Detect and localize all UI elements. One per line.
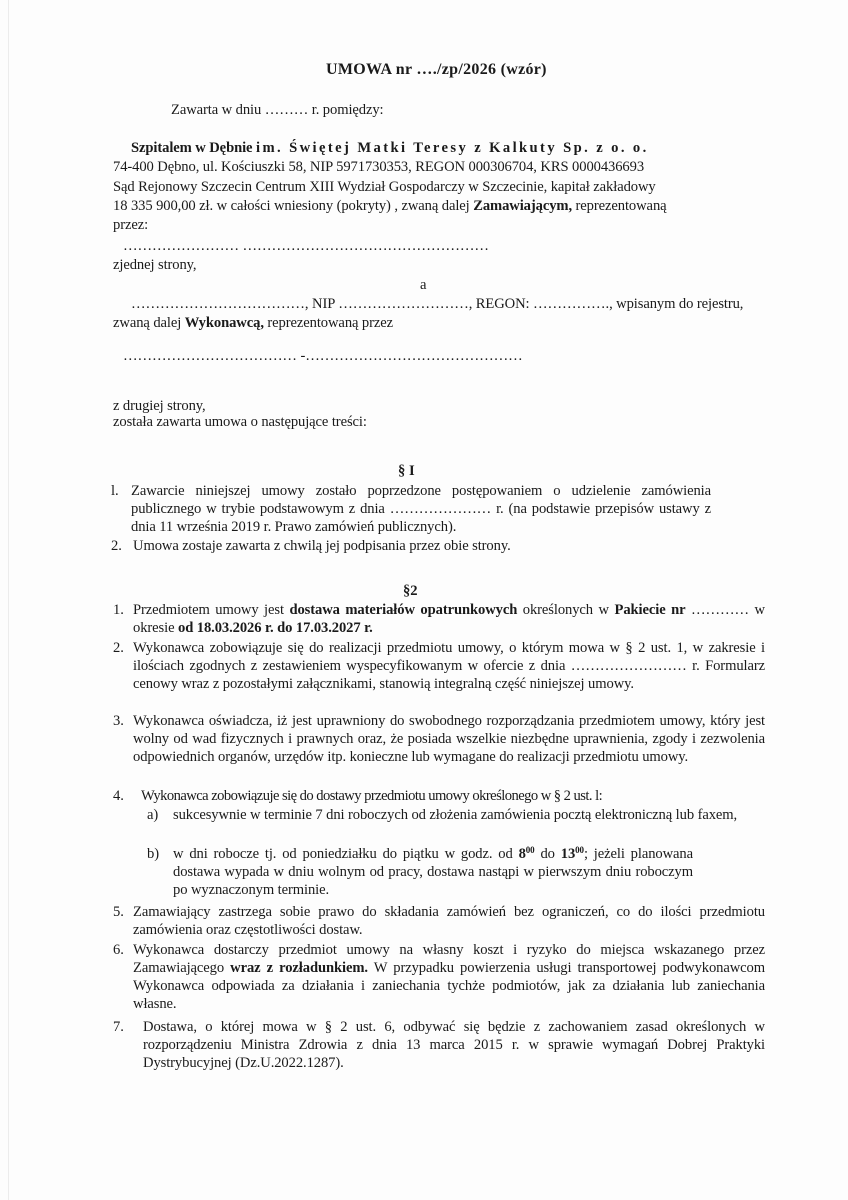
party1-name-a: Szpitalem w Dębnie <box>131 140 256 156</box>
item-text: określonych w <box>517 602 615 618</box>
party1-name <box>131 139 649 157</box>
section-1-item-1 <box>131 482 711 536</box>
list-number: 3. <box>113 713 124 729</box>
section-2-item-5: Zamawiający zastrzega sobie prawo do składania zamówień bez ograniczeń, co do ilości przedmiotu zamówienia oraz częstotliwości dostaw. <box>133 904 765 938</box>
section-2-item-4: Wykonawca zobowiązuje się do dostawy przedmiotu umowy określonego w § 2 ust. l: <box>141 788 603 804</box>
item-text: Przedmiotem umowy jest <box>133 602 290 618</box>
page-edge <box>8 0 9 1200</box>
party1-representative-blank: …………………… …………………………………………… <box>123 238 489 254</box>
list-number: 1. <box>113 602 124 618</box>
party2-role-prefix: zwaną dalej <box>113 315 185 331</box>
party2-representative-blank: ……………………………… -……………………………………… <box>123 348 523 364</box>
section-2-item-2: Wykonawca zobowiązuje się do realizacji przedmiotu umowy, o którym mowa w § 2 ust. 1, w zakresie i ilościach zgodnych z zestawieniem wyspecyfikowanym w ofercie z dnia …………………… r. Formularz cenowy wraz z pozostałymi załącznikami, stanowią integralną część niniejszej umowy. <box>133 640 765 692</box>
party1-closing: zjednej strony, <box>113 257 197 273</box>
party1-role: Zamawiającym, <box>473 198 572 214</box>
party1-name-b: im. Świętej Matki Teresy z Kalkuty Sp. z o. o. <box>255 140 649 156</box>
contract-period: od 18.03.2026 r. do 17.03.2027 r. <box>178 620 373 636</box>
section-2-heading: §2 <box>403 583 418 599</box>
section-2-item-4b <box>173 845 693 899</box>
preamble-end: została zawarta umowa o następujące treści: <box>113 414 367 430</box>
party1-represented: reprezentowaną <box>572 198 667 214</box>
section-2-item-1 <box>133 601 765 637</box>
list-letter: a) <box>147 807 159 823</box>
section-1-heading: § I <box>398 463 415 479</box>
party1-court: Sąd Rejonowy Szczecin Centrum XIII Wydział Gospodarczy w Szczecinie, kapitał zakładowy <box>113 179 656 195</box>
item-text: w dni robocze tj. od poniedziałku do piątku w godz. od <box>173 846 519 862</box>
list-number: 2. <box>111 538 122 554</box>
document-title: UMOWA nr …./zp/2026 (wzór) <box>326 61 547 78</box>
list-number: 5. <box>113 904 124 920</box>
section-2-item-4a: sukcesywnie w terminie 7 dni roboczych od złożenia zamówienia pocztą elektroniczną lub faxem, <box>173 807 738 823</box>
hour-from-minutes: 00 <box>525 845 535 855</box>
party2-closing: z drugiej strony, <box>113 398 206 414</box>
conjunction: a <box>420 277 427 293</box>
hour-from-value: 8 <box>518 846 526 862</box>
party2-represented: reprezentowaną przez <box>263 315 394 331</box>
item-text: ; jeżeli planowana dostawa wypada w dniu wolnym od pracy, dostawa nastąpi w pierwszym dniu roboczym po wyznaczonym terminie. <box>173 846 693 898</box>
package-label: Pakiecie nr <box>614 602 686 618</box>
subject-of-contract: dostawa materiałów opatrunkowych <box>289 602 518 618</box>
item-text: W przypadku powierzenia usługi transportowej podwykonawcom Wykonawca odpowiada za działania i zaniechania tychże podmiotów, jak za działania lub zaniechania własne. <box>133 960 765 1012</box>
hour-to <box>561 846 584 862</box>
list-number: 6. <box>113 942 124 958</box>
list-number: 4. <box>113 788 124 804</box>
party1-address: 74-400 Dębno, ul. Kościuszki 58, NIP 5971730353, REGON 000306704, KRS 0000436693 <box>113 159 645 175</box>
hour-to-value: 13 <box>560 846 576 862</box>
party1-by: przez: <box>113 217 149 233</box>
item-text: Zawarcie niniejszej umowy zostało poprzedzone postępowaniem o udzielenie zamówienia publicznego w trybie podstawowym z dnia ………………… r. (na podstawie przepisów ustawy z dnia 11 września 2019 r. Prawo zamówień publicznych). <box>131 483 711 535</box>
party1-capital-text: 18 335 900,00 zł. w całości wniesiony (pokryty) , zwaną dalej <box>113 198 474 214</box>
party2-role-line <box>113 314 393 332</box>
intro-line: Zawarta w dniu ……… r. pomiędzy: <box>171 102 384 118</box>
list-letter: b) <box>147 846 159 862</box>
item-text: do <box>534 846 561 862</box>
list-number: 7. <box>113 1019 124 1035</box>
section-1-item-2: Umowa zostaje zawarta z chwilą jej podpisania przez obie strony. <box>133 538 511 554</box>
party2-role: Wykonawcą, <box>184 315 264 331</box>
list-number: 2. <box>113 640 124 656</box>
hour-from <box>519 846 535 862</box>
item-text: Wykonawca dostarczy przedmiot umowy na własny koszt i ryzyko do miejsca wskazanego przez Zamawiającego <box>133 942 765 976</box>
list-number: l. <box>111 483 119 499</box>
section-2-item-6 <box>133 941 765 1013</box>
unloading-clause: wraz z rozładunkiem. <box>230 960 368 976</box>
party1-capital <box>113 197 667 215</box>
section-2-item-3: Wykonawca oświadcza, iż jest uprawniony do swobodnego rozporządzania przedmiotem umowy, który jest wolny od wad fizycznych i prawnych oraz, że posiada wszelkie niezbędne uprawnienia, zgody i zezwolenia odpowiednich organów, urzędów itp. konieczne lub wymagane do realizacji przedmiotu umowy. <box>133 713 765 765</box>
item-text: ………… w okresie <box>133 602 765 636</box>
hour-to-minutes: 00 <box>575 845 584 855</box>
party2-details: ………………………………, NIP ………………………, REGON: ……………., wpisanym do rejestru, <box>131 296 744 312</box>
section-2-item-7: Dostawa, o której mowa w § 2 ust. 6, odbywać się będzie z zachowaniem zasad określonych w rozporządzeniu Ministra Zdrowia z dnia 13 marca 2015 r. w sprawie wymagań Dobrej Praktyki Dystrybucyjnej (Dz.U.2022.1287). <box>143 1019 765 1071</box>
